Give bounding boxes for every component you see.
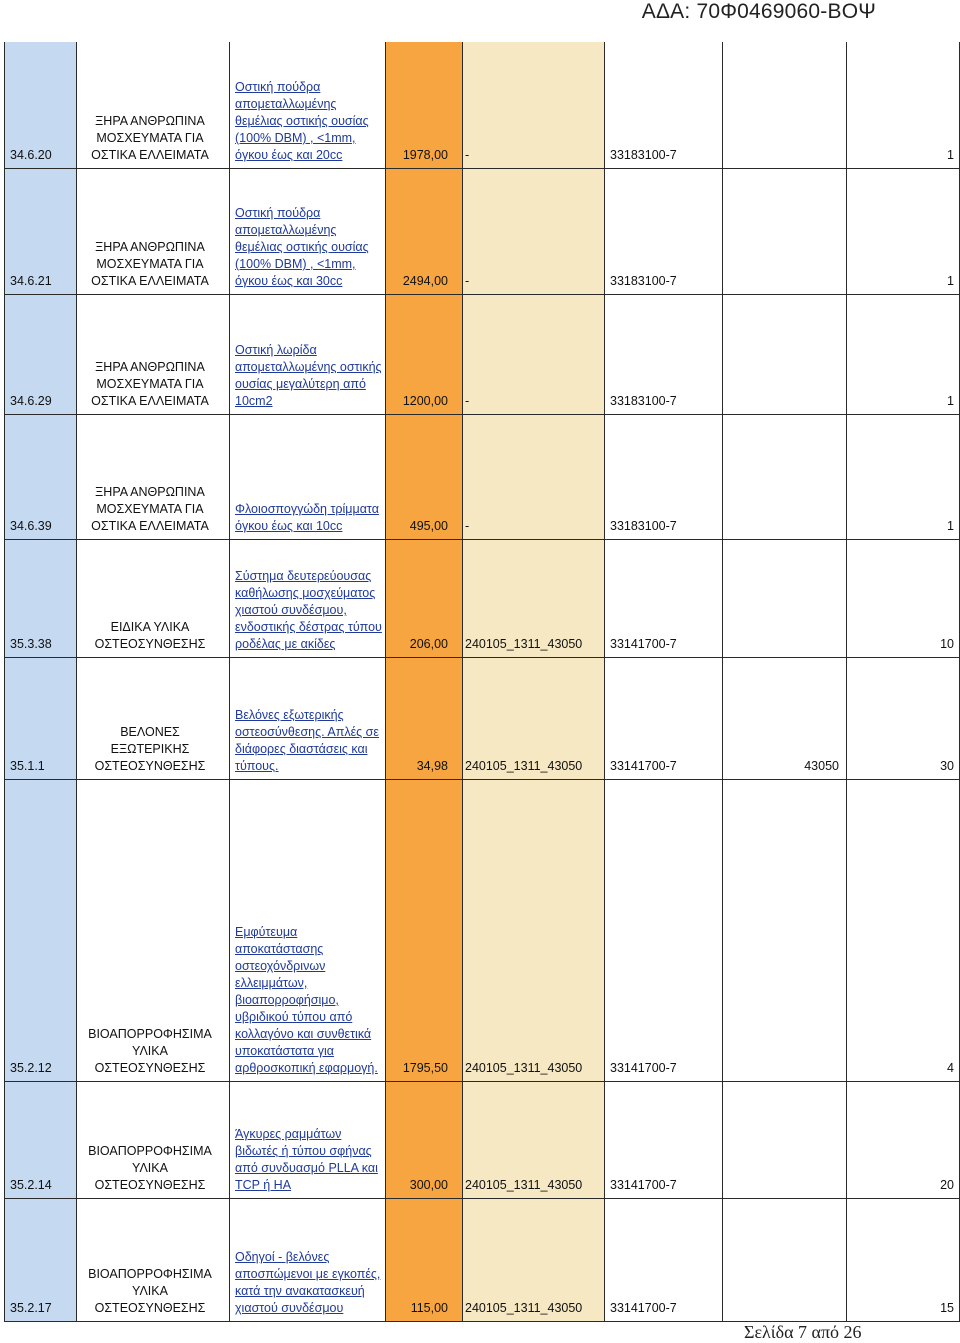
item-description: Βελόνες εξωτερικής οστεοσύνθεσης. Απλές σε διάφορες διαστάσεις και τύπους. xyxy=(235,708,379,773)
item-cpv: 33183100-7 xyxy=(610,519,677,533)
items-table xyxy=(4,42,960,1322)
ada-header: ΑΔΑ: 70Φ0469060-ΒΟΨ xyxy=(641,0,876,23)
item-price: 1795,50 xyxy=(402,1061,448,1075)
item-code: 34.6.39 xyxy=(10,519,52,533)
table-row xyxy=(4,168,960,294)
row-divider xyxy=(4,539,960,540)
item-cpv: 33141700-7 xyxy=(610,1301,677,1315)
table-row xyxy=(4,1081,960,1198)
item-description: Οστική πούδρα απομεταλλωμένης θεμέλιας οστικής ουσίας (100% DBM) , <1mm, όγκου έως και 20cc xyxy=(235,80,369,162)
table-row xyxy=(4,414,960,539)
item-quantity: 1 xyxy=(947,519,954,533)
item-price: 1200,00 xyxy=(402,394,448,408)
item-reference: - xyxy=(465,519,470,533)
row-divider xyxy=(4,168,960,169)
table-row xyxy=(4,1198,960,1321)
item-description: Φλοιοσπογγώδη τρίμματα όγκου έως και 10cc xyxy=(235,502,379,533)
item-code: 34.6.29 xyxy=(10,394,52,408)
row-divider xyxy=(4,414,960,415)
item-category: ΞΗΡΑ ΑΝΘΡΩΠΙΝΑ ΜΟΣΧΕΥΜΑΤΑ ΓΙΑ ΟΣΤΙΚΑ ΕΛΛΕΙΜΑΤΑ xyxy=(91,360,209,408)
item-category: ΒΙΟΑΠΟΡΡΟΦΗΣΙΜΑ ΥΛΙΚΑ ΟΣΤΕΟΣΥΝΘΕΣΗΣ xyxy=(88,1144,212,1192)
item-price: 1978,00 xyxy=(402,148,448,162)
item-code: 35.2.12 xyxy=(10,1061,52,1075)
item-category: ΒΙΟΑΠΟΡΡΟΦΗΣΙΜΑ ΥΛΙΚΑ ΟΣΤΕΟΣΥΝΘΕΣΗΣ xyxy=(88,1027,212,1075)
table-row xyxy=(4,779,960,1081)
item-category: ΞΗΡΑ ΑΝΘΡΩΠΙΝΑ ΜΟΣΧΕΥΜΑΤΑ ΓΙΑ ΟΣΤΙΚΑ ΕΛΛΕΙΜΑΤΑ xyxy=(91,240,209,288)
item-category: ΞΗΡΑ ΑΝΘΡΩΠΙΝΑ ΜΟΣΧΕΥΜΑΤΑ ΓΙΑ ΟΣΤΙΚΑ ΕΛΛΕΙΜΑΤΑ xyxy=(91,485,209,533)
row-divider xyxy=(4,1198,960,1199)
item-quantity: 1 xyxy=(947,148,954,162)
item-code: 35.2.17 xyxy=(10,1301,52,1315)
table-row xyxy=(4,42,960,168)
item-reference: - xyxy=(465,274,470,288)
item-quantity: 1 xyxy=(947,274,954,288)
item-category: ΕΙΔΙΚΑ ΥΛΙΚΑ ΟΣΤΕΟΣΥΝΘΕΣΗΣ xyxy=(94,620,206,651)
item-code: 34.6.20 xyxy=(10,148,52,162)
page-number: Σελίδα 7 από 26 xyxy=(744,1322,862,1342)
item-description: Εμφύτευμα αποκατάστασης οστεοχόνδρινων ελλειμμάτων, βιοαπορροφήσιμο, υβριδικού τύπου από κολλαγόνο και συνθετικά υποκατάστατα για αρθροσκοπική εφαρμογή. xyxy=(235,925,378,1075)
item-code: 35.2.14 xyxy=(10,1178,52,1192)
item-quantity: 4 xyxy=(947,1061,954,1075)
item-price: 206,00 xyxy=(409,637,448,651)
item-cpv: 33141700-7 xyxy=(610,759,677,773)
table-row xyxy=(4,657,960,779)
item-cpv: 33183100-7 xyxy=(610,274,677,288)
item-cpv: 33141700-7 xyxy=(610,1061,677,1075)
table-row xyxy=(4,539,960,657)
item-description: Σύστημα δευτερεύουσας καθήλωσης μοσχεύματος χιαστού συνδέσμου, ενδοστικής δέστρας τύπου ροδέλας με ακίδες xyxy=(235,569,382,651)
item-description: Άγκυρες ραμμάτων βιδωτές ή τύπου σφήνας από συνδυασμό PLLA και TCP ή HA xyxy=(235,1127,378,1192)
item-description: Οδηγοί - βελόνες αποσπώμενοι με εγκοπές, κατά την ανακατασκευή χιαστού συνδέσμου xyxy=(235,1250,381,1315)
item-extra: 43050 xyxy=(804,759,839,773)
item-code: 34.6.21 xyxy=(10,274,52,288)
item-description: Οστική πούδρα απομεταλλωμένης θεμέλιας οστικής ουσίας (100% DBM) , <1mm, όγκου έως και 30cc xyxy=(235,206,369,288)
item-cpv: 33141700-7 xyxy=(610,637,677,651)
item-cpv: 33141700-7 xyxy=(610,1178,677,1192)
item-reference: 240105_1311_43050 xyxy=(465,759,583,773)
table-row xyxy=(4,294,960,414)
item-quantity: 30 xyxy=(940,759,954,773)
row-divider xyxy=(4,657,960,658)
item-reference: 240105_1311_43050 xyxy=(465,637,583,651)
item-code: 35.3.38 xyxy=(10,637,52,651)
item-reference: 240105_1311_43050 xyxy=(465,1301,583,1315)
item-price: 115,00 xyxy=(410,1301,448,1315)
item-code: 35.1.1 xyxy=(10,759,45,773)
item-price: 2494,00 xyxy=(402,274,448,288)
item-cpv: 33183100-7 xyxy=(610,148,677,162)
item-reference: 240105_1311_43050 xyxy=(465,1178,583,1192)
item-cpv: 33183100-7 xyxy=(610,394,677,408)
item-reference: - xyxy=(465,148,470,162)
item-quantity: 1 xyxy=(947,394,954,408)
item-price: 34,98 xyxy=(416,759,448,773)
item-quantity: 20 xyxy=(940,1178,954,1192)
item-price: 300,00 xyxy=(409,1178,448,1192)
item-quantity: 15 xyxy=(940,1301,954,1315)
item-reference: - xyxy=(465,394,470,408)
item-quantity: 10 xyxy=(940,637,954,651)
row-divider xyxy=(4,779,960,780)
item-category: ΞΗΡΑ ΑΝΘΡΩΠΙΝΑ ΜΟΣΧΕΥΜΑΤΑ ΓΙΑ ΟΣΤΙΚΑ ΕΛΛΕΙΜΑΤΑ xyxy=(91,114,209,162)
row-divider xyxy=(4,1081,960,1082)
item-price: 495,00 xyxy=(409,519,448,533)
item-category: ΒΕΛΟΝΕΣ ΕΞΩΤΕΡΙΚΗΣ ΟΣΤΕΟΣΥΝΘΕΣΗΣ xyxy=(94,725,206,773)
item-category: ΒΙΟΑΠΟΡΡΟΦΗΣΙΜΑ ΥΛΙΚΑ ΟΣΤΕΟΣΥΝΘΕΣΗΣ xyxy=(88,1267,212,1315)
row-divider xyxy=(4,294,960,295)
item-reference: 240105_1311_43050 xyxy=(465,1061,583,1075)
item-description: Οστική λωρίδα απομεταλλωμένης οστικής ουσίας μεγαλύτερη από 10cm2 xyxy=(235,343,382,408)
